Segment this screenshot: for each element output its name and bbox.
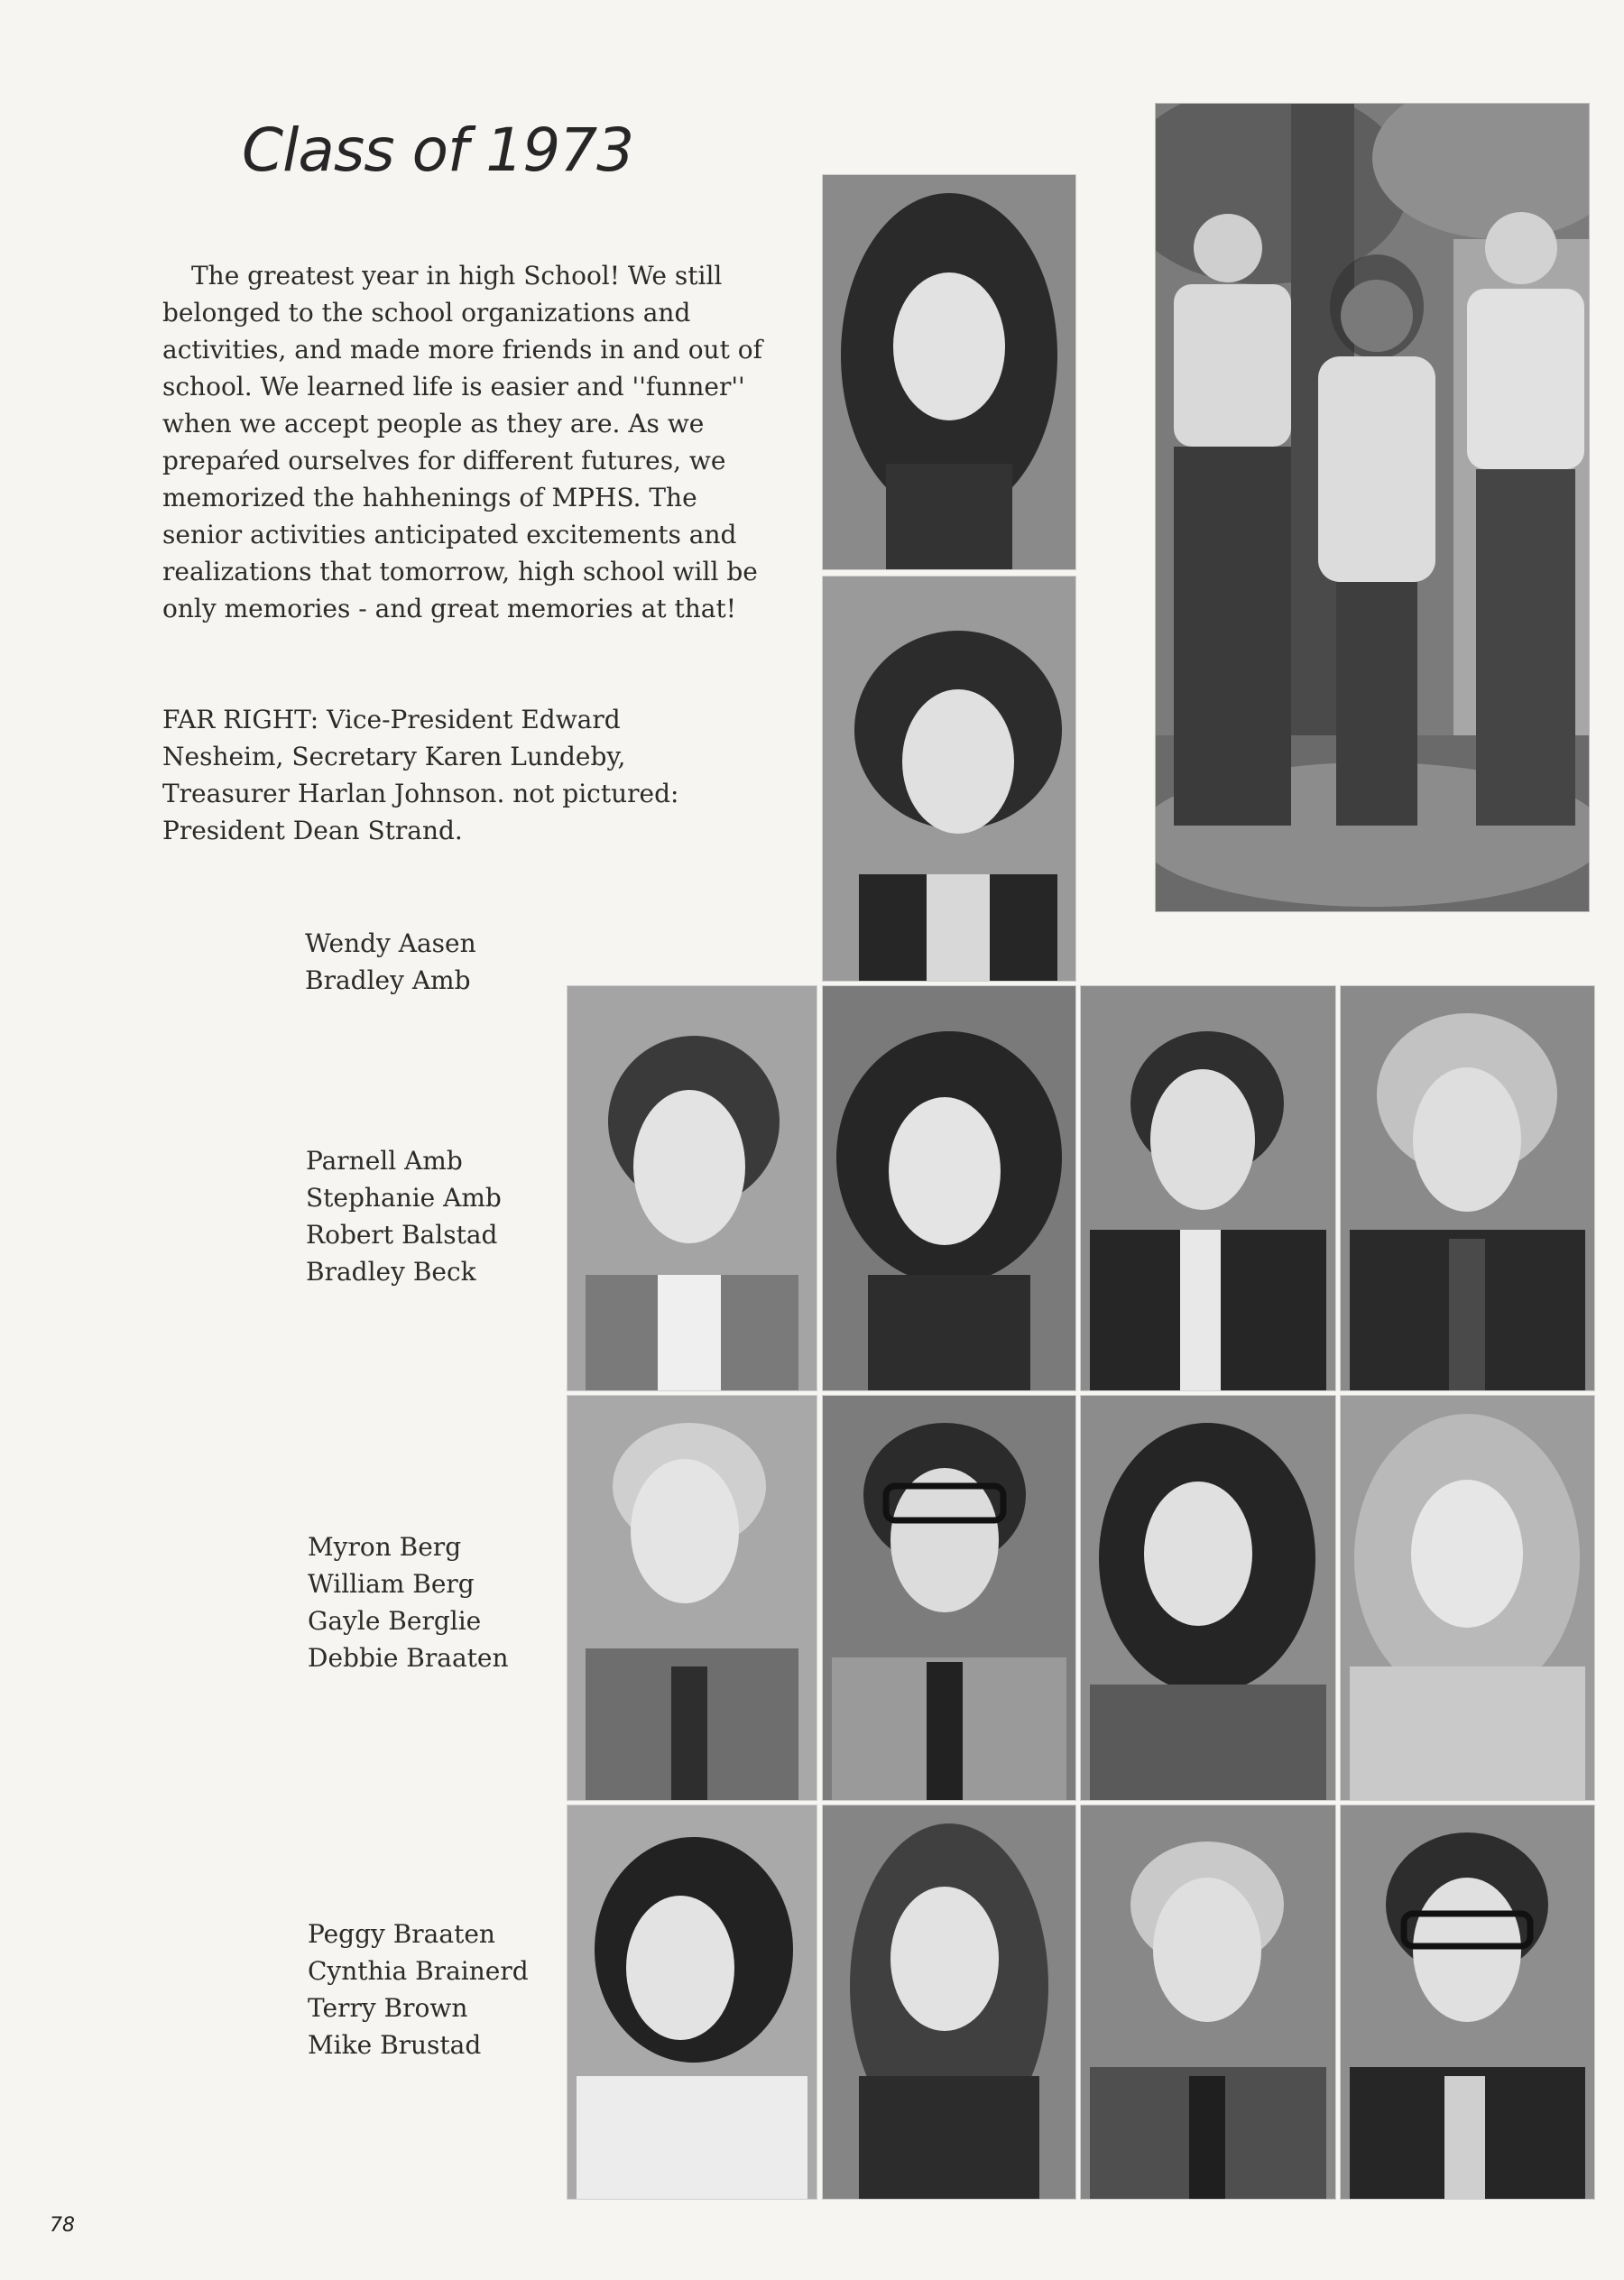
officers-caption: FAR RIGHT: Vice-President Edward Nesheim, Secretary Karen Lundeby, Treasurer Harlan Johnson. not pictured: President Dean Strand. xyxy=(162,705,679,845)
portrait-gayle-berglie xyxy=(1080,1395,1336,1801)
name-item: Wendy Aasen xyxy=(305,928,476,958)
portrait-mike-brustad xyxy=(1340,1805,1595,2200)
page-title: Class of 1973 xyxy=(242,115,634,185)
portrait-peggy-braaten xyxy=(567,1805,817,2200)
name-item: Parnell Amb xyxy=(306,1146,463,1176)
name-item: Bradley Amb xyxy=(305,965,471,995)
names-list-top xyxy=(305,925,476,999)
names-list-row-3 xyxy=(308,1915,529,2063)
portrait-william-berg xyxy=(822,1395,1076,1801)
name-item: Bradley Beck xyxy=(306,1257,476,1287)
name-item: William Berg xyxy=(308,1569,475,1599)
name-item: Robert Balstad xyxy=(306,1220,498,1250)
portrait-myron-berg xyxy=(567,1395,817,1801)
portrait-debbie-braaten xyxy=(1340,1395,1595,1801)
portrait-robert-balstad xyxy=(1080,985,1336,1391)
portrait-terry-brown xyxy=(1080,1805,1336,2200)
name-item: Debbie Braaten xyxy=(308,1643,509,1673)
name-item: Terry Brown xyxy=(308,1993,468,2023)
portrait-bradley-amb xyxy=(822,576,1076,982)
name-item: Mike Brustad xyxy=(308,2030,482,2060)
officers-group-photo xyxy=(1155,103,1590,912)
names-list-row-1 xyxy=(306,1142,502,1290)
intro-paragraph: The greatest year in high School! We still belonged to the school organizations and activities, and made more friends in and out of school. We learned life is easier and ''funner'' when we accept people as they are. As we prepaŕed ourselves for different futures, we memorized the hahhenings of MPHS. The senior activities anticipated excitements and realizations that tomorrow, high school will be only memories - and great memories at that! xyxy=(162,261,762,623)
name-item: Peggy Braaten xyxy=(308,1919,495,1949)
portrait-wendy-aasen xyxy=(822,174,1076,570)
page-number: 78 xyxy=(50,2214,75,2237)
name-item: Cynthia Brainerd xyxy=(308,1956,529,1986)
names-list-row-2 xyxy=(308,1528,509,1676)
portrait-parnell-amb xyxy=(567,985,817,1391)
name-item: Myron Berg xyxy=(308,1532,462,1562)
name-item: Stephanie Amb xyxy=(306,1183,502,1213)
name-item: Gayle Berglie xyxy=(308,1606,482,1636)
portrait-cynthia-brainerd xyxy=(822,1805,1076,2200)
portrait-bradley-beck xyxy=(1340,985,1595,1391)
portrait-stephanie-amb xyxy=(822,985,1076,1391)
